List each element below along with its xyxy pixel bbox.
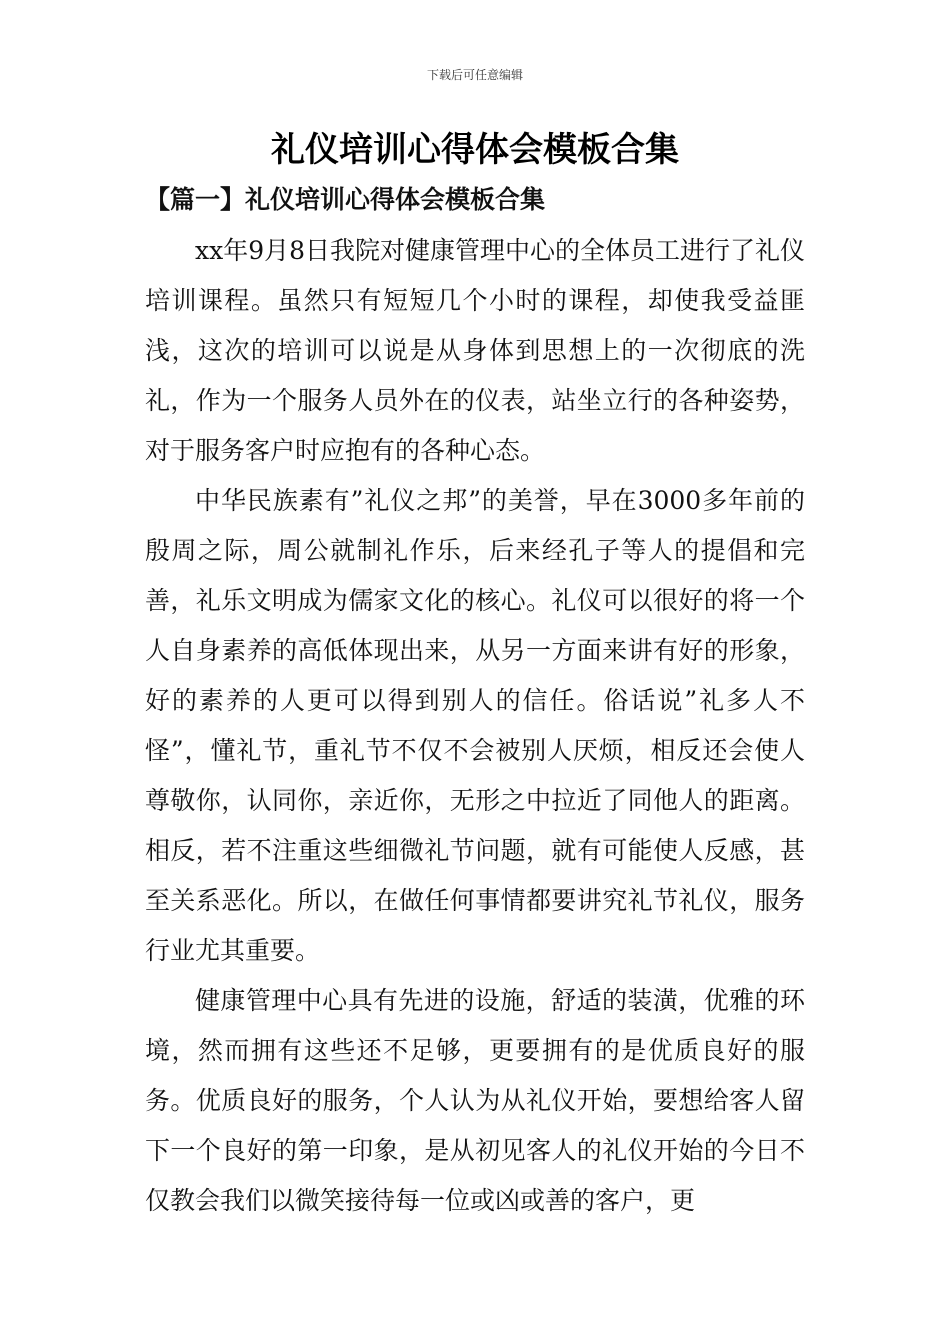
paragraph-1: xx年9月8日我院对健康管理中心的全体员工进行了礼仪培训课程。虽然只有短短几个小时的课程，却使我受益匪浅，这次的培训可以说是从身体到思想上的一次彻底的洗礼，作为一个服务人员外在的仪表，站坐立行的各种姿势，对于服务客户时应抱有的各种心态。 <box>145 236 806 465</box>
paragraph-3: 健康管理中心具有先进的设施，舒适的装潢，优雅的环境，然而拥有这些还不足够，更要拥有的是优质良好的服务。优质良好的服务，个人认为从礼仪开始，要想给客人留下一个良好的第一印象，是从初见客人的礼仪开始的今日不仅教会我们以微笑接待每一位或凶或善的客户，更 <box>145 986 805 1215</box>
header-note: 下载后可任意编辑 <box>426 68 523 82</box>
document-body <box>145 226 805 1226</box>
document-title: 礼仪培训心得体会模板合集 <box>271 130 679 170</box>
section-heading: 【篇一】礼仪培训心得体会模板合集 <box>145 185 546 214</box>
paragraph-2: 中华民族素有”礼仪之邦”的美誉，早在3000多年前的殷周之际，周公就制礼作乐，后来经孔子等人的提倡和完善，礼乐文明成为儒家文化的核心。礼仪可以很好的将一个人自身素养的高低体现出来，从另一方面来讲有好的形象，好的素养的人更可以得到别人的信任。俗话说”礼多人不怪”，懂礼节，重礼节不仅不会被别人厌烦，相反还会使人尊敬你，认同你，亲近你，无形之中拉近了同他人的距离。相反，若不注重这些细微礼节问题，就有可能使人反感，甚至关系恶化。所以，在做任何事情都要讲究礼节礼仪，服务行业尤其重要。 <box>145 486 805 965</box>
